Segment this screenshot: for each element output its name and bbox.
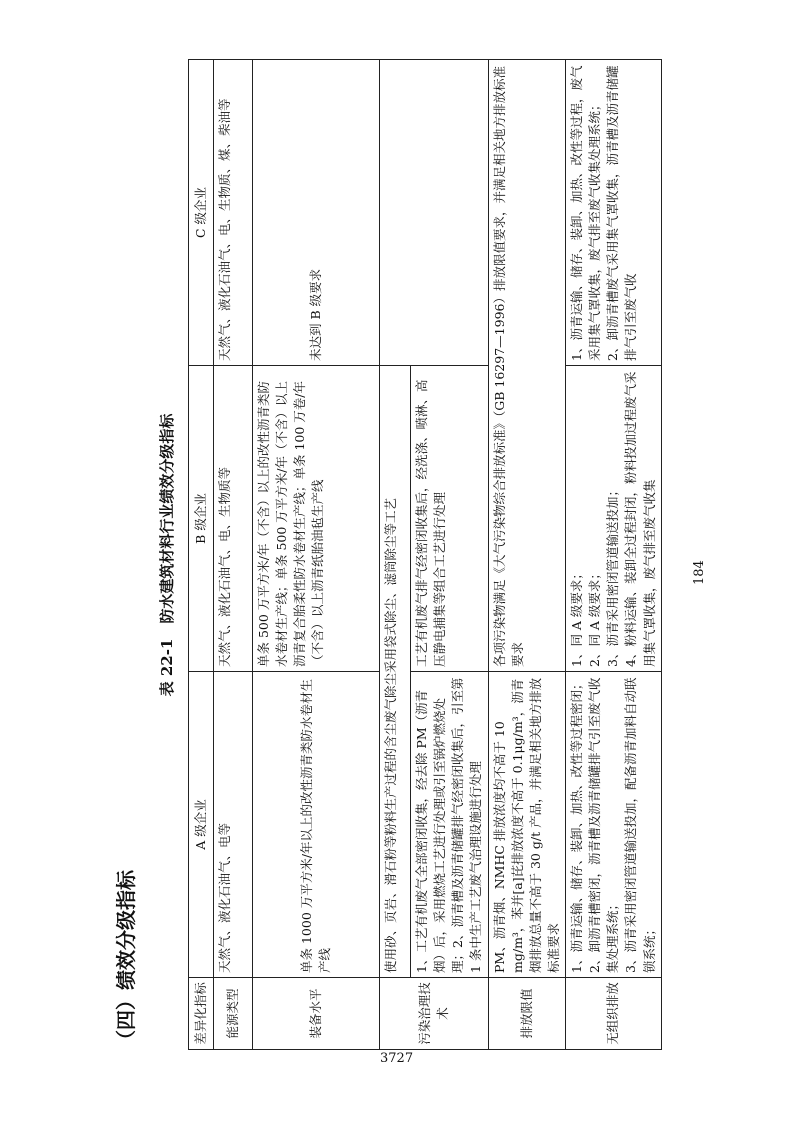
equipment-grade-c: 未达到 B 级要求: [253, 60, 380, 366]
row-label-energy: 能源类型: [214, 978, 253, 1050]
performance-grading-table: [188, 59, 662, 1050]
header-grade-a: A 级企业: [189, 672, 214, 978]
fugitive-b-item: 4、粉料运输、装卸全过程封闭，粉料投加过程废气采用集气罩收集，废气排至废气收集: [623, 371, 657, 667]
row-label-fugitive: 无组织排放: [566, 978, 662, 1050]
treatment-common-ab: 使用砂、页岩、滑石粉等粉料生产过程的含尘废气除尘采用袋式除尘、滤筒除尘等工艺: [380, 366, 411, 978]
row-label-treatment: 污染治理技术: [380, 978, 489, 1050]
fugitive-a-item: 1、沥青运输、储存、装卸、加热、改性等过程密闭；: [569, 677, 584, 973]
fugitive-grade-b: [566, 366, 662, 672]
row-equipment-level: [253, 60, 380, 1050]
energy-grade-b: 天然气、液化石油气、电、生物质等: [214, 366, 253, 672]
table-caption: 表 22-1 防水建筑材料行业绩效分级指标: [158, 413, 176, 697]
section-title: （四）绩效分级指标: [114, 870, 138, 1050]
rotated-page-content: [110, 60, 670, 1050]
page-number: 184: [692, 560, 707, 585]
header-grade-b: B 级企业: [189, 366, 214, 672]
row-label-equipment: 装备水平: [253, 978, 380, 1050]
fugitive-b-item: 2、同 A 级要求；: [587, 567, 603, 667]
row-emission-limits: [488, 60, 566, 1050]
treatment-grade-bc: 工艺有机废气排气经密闭收集后，经洗涤、喷淋、高压静电捕集等组合工艺进行处理: [411, 366, 489, 672]
fugitive-grade-a: [566, 672, 662, 978]
emission-grade-bc: 各项污染物满足《大气污染物综合排放标准》（GB 16297—1996）排放限值要求，并满足相关地方排放标准要求: [488, 60, 566, 672]
energy-grade-c: 天然气、液化石油气、电、生物质、煤、柴油等: [214, 60, 253, 366]
treatment-grade-c: [380, 60, 489, 366]
fugitive-a-item: 3、沥青采用密闭管道输送投加，配备沥青加料自动联锁系统；: [623, 677, 657, 973]
treatment-grade-a: 1、工艺有机废气全部密闭收集，经去除 PM（沥青烟）后，采用燃烧工艺进行处理或引至锅炉燃烧处理；2、沥青槽及沥青储罐排气经密闭收集后，引至第 1 条中生产工艺废气治理设施进行处理: [411, 672, 489, 978]
row-label-emission: 排放限值: [488, 978, 566, 1050]
row-energy-type: [214, 60, 253, 1050]
row-fugitive-emission: [566, 60, 662, 1050]
equipment-grade-a: 单条 1000 万平方米/年以上的改性沥青类防水卷材生产线: [253, 672, 380, 978]
header-row: [189, 60, 214, 1050]
fugitive-grade-c: [566, 60, 662, 366]
header-grade-c: C 级企业: [189, 60, 214, 366]
fugitive-a-item: 2、卸沥青槽密闭，沥青槽及沥青储罐排气引至废气收集处理系统；: [587, 677, 621, 973]
emission-grade-a: PM、沥青烟、NMHC 排放浓度均不高于 10 mg/m³，苯并[a]芘排放浓度不高于 0.1μg/m³，沥青烟排放总量不高于 30 g/t 产品，并满足相关地方排放标准要求: [488, 672, 566, 978]
fugitive-b-item: 1、同 A 级要求；: [569, 567, 584, 667]
energy-grade-a: 天然气、液化石油气、电等: [214, 672, 253, 978]
fugitive-c-item: 2、卸沥青槽废气采用集气罩收集，沥青槽及沥青储罐排气引至废气收: [605, 65, 639, 361]
fugitive-c-item: 1、沥青运输、储存、装卸、加热、改性等过程，废气采用集气罩收集，废气排至废气收集处理系统；: [569, 65, 603, 361]
fugitive-b-item: 3、沥青采用密闭管道输送投加；: [605, 484, 621, 667]
equipment-grade-b: 单条 500 万平方米/年（不含）以上的改性沥青类防水卷材生产线；单条 500 万平方米/年（不含）以上沥青复合胎柔性防水卷材生产线；单条 100 万卷/年（不含）以上沥青纸胎油毡生产线: [253, 366, 380, 672]
header-indicator: 差异化指标: [189, 978, 214, 1050]
row-common-requirement: [380, 60, 411, 1050]
footer-number: 3727: [380, 1051, 414, 1066]
